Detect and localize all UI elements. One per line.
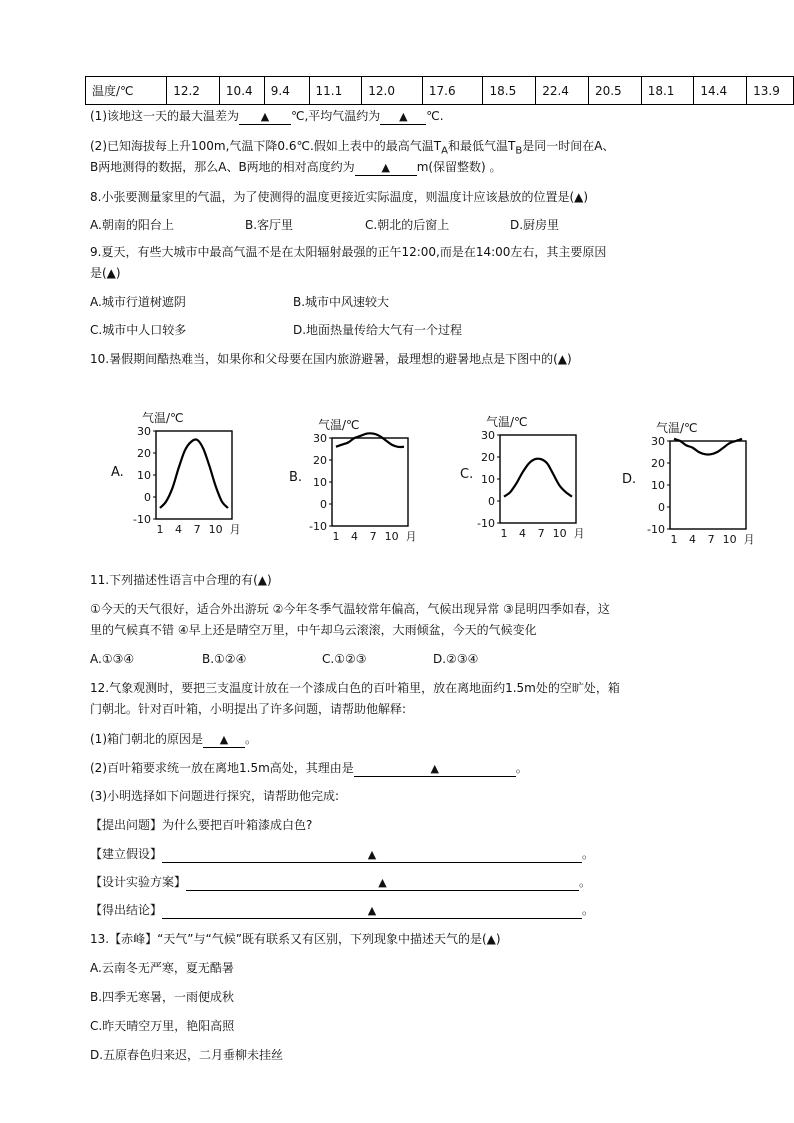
q11-option-a[interactable]: A.①③④ [90, 652, 135, 666]
plot-frame [156, 431, 232, 519]
q8-stem: 8.小张要测量家里的气温，为了使测得的温度更接近实际温度，则温度计应该悬放的位置是(▲) [90, 190, 589, 204]
q9-stem-line2: 是(▲) [90, 266, 121, 280]
table-cell: 18.1 [641, 77, 694, 105]
plot-frame [500, 435, 576, 523]
chart-label-d[interactable]: D. [622, 472, 637, 487]
q7-part2-line2: B两地测得的数据，那么A、B两地的相对高度约为 ▲ m(保留整数) 。 [90, 160, 502, 174]
q9-option-c[interactable]: C.城市中人口较多 [90, 323, 187, 337]
temperature-line [504, 459, 572, 497]
y-tick-label: 10 [137, 469, 151, 482]
x-tick-label: 1 [156, 523, 164, 536]
x-tick-label: 10 [384, 530, 399, 543]
chart-svg [640, 418, 765, 558]
chart-svg [470, 412, 595, 552]
x-tick-label: 4 [519, 527, 527, 540]
y-tick-label: 30 [481, 429, 495, 442]
answer-blank[interactable]: ▲ [162, 847, 582, 863]
q12-part2: (2)百叶箱要求统一放在离地1.5m高处，其理由是 ▲ 。 [90, 761, 528, 775]
answer-blank[interactable]: ▲ [380, 109, 426, 125]
q7-part1: (1)该地这一天的最大温差为 ▲ ℃,平均气温约为 ▲ ℃. [90, 109, 444, 123]
chart-label-b[interactable]: B. [289, 470, 303, 485]
answer-blank[interactable]: ▲ [354, 761, 516, 777]
answer-blank[interactable]: ▲ [239, 109, 291, 125]
q8-option-b[interactable]: B.客厅里 [245, 218, 294, 232]
y-tick-label: 20 [137, 447, 151, 460]
table-row [86, 77, 794, 105]
x-tick-label: 4 [689, 533, 697, 546]
q13-stem: 13.【赤峰】“天气”与“气候”既有联系又有区别，下列现象中描述天气的是(▲) [90, 932, 501, 946]
q13-option-a[interactable]: A.云南冬无严寒，夏无酷暑 [90, 961, 234, 975]
q8-option-a[interactable]: A.朝南的阳台上 [90, 218, 174, 232]
table-cell: 10.4 [219, 77, 264, 105]
q11-option-d[interactable]: D.②③④ [433, 652, 479, 666]
q9-stem-line1: 9.夏天，有些大城市中最高气温不是在太阳辐射最强的正午12:00,而是在14:00左右，其主要原因 [90, 245, 607, 259]
x-axis-label: 月 [743, 533, 755, 546]
table-cell: 22.4 [536, 77, 589, 105]
q13-option-d[interactable]: D.五原春色归来迟，二月垂柳未挂丝 [90, 1048, 284, 1062]
x-tick-label: 10 [552, 527, 567, 540]
q9-option-b[interactable]: B.城市中风速较大 [293, 295, 390, 309]
x-tick-label: 1 [670, 533, 678, 546]
table-cell: 13.9 [747, 77, 794, 105]
y-tick-label: -10 [647, 523, 665, 536]
y-tick-label: 0 [144, 491, 151, 504]
q12-question: 【提出问题】为什么要把百叶箱漆成白色? [90, 818, 313, 832]
q12-stem-line1: 12.气象观测时，要把三支温度计放在一个漆成白色的百叶箱里，放在离地面约1.5m处的空旷处，箱 [90, 681, 620, 695]
climate-chart-d [640, 418, 765, 558]
q13-option-c[interactable]: C.昨天晴空万里，艳阳高照 [90, 1019, 235, 1033]
y-tick-label: -10 [477, 517, 495, 530]
q12-part3: (3)小明选择如下问题进行探究，请帮助他完成: [90, 789, 340, 803]
y-tick-label: 20 [651, 457, 665, 470]
y-tick-label: -10 [309, 520, 327, 533]
answer-blank[interactable]: ▲ [162, 903, 582, 919]
x-tick-label: 7 [369, 530, 377, 543]
x-tick-label: 7 [707, 533, 715, 546]
x-tick-label: 1 [332, 530, 340, 543]
y-tick-label: 10 [313, 476, 327, 489]
plot-frame [332, 438, 408, 526]
y-tick-label: 10 [651, 479, 665, 492]
table-cell: 12.0 [362, 77, 423, 105]
y-tick-label: 10 [481, 473, 495, 486]
answer-blank[interactable]: ▲ [203, 732, 245, 748]
climate-chart-a [126, 408, 251, 548]
q7-part2-line1: (2)已知海拔每上升100m,气温下降0.6℃.假如上表中的最高气温$T_A$和最低气温$T_B$是同一时间在A、 [90, 139, 615, 157]
q11-body-line1: ①今天的天气很好，适合外出游玩 ②今年冬季气温较常年偏高，气候出现异常 ③昆明四季如春，这 [90, 602, 610, 616]
answer-blank[interactable]: ▲ [186, 875, 579, 891]
chart-title: 气温/℃ [486, 415, 528, 429]
table-cell: 14.4 [694, 77, 747, 105]
x-axis-label: 月 [405, 530, 417, 543]
y-tick-label: 30 [137, 425, 151, 438]
q12-design: 【设计实验方案】 ▲ 。 [90, 875, 592, 889]
temperature-table [85, 76, 794, 105]
q11-option-b[interactable]: B.①②④ [202, 652, 247, 666]
table-cell: 12.2 [167, 77, 220, 105]
q9-option-d[interactable]: D.地面热量传给大气有一个过程 [293, 323, 463, 337]
q12-stem-line2: 门朝北。针对百叶箱，小明提出了许多问题，请帮助他解释: [90, 702, 407, 716]
y-tick-label: 0 [658, 501, 665, 514]
chart-label-a[interactable]: A. [111, 465, 124, 480]
q12-part1: (1)箱门朝北的原因是 ▲ 。 [90, 732, 258, 746]
y-tick-label: 30 [313, 432, 327, 445]
y-tick-label: 20 [481, 451, 495, 464]
table-cell: 17.6 [422, 77, 483, 105]
x-tick-label: 10 [722, 533, 737, 546]
y-tick-label: 0 [320, 498, 327, 511]
x-axis-label: 月 [229, 523, 241, 536]
y-tick-label: 20 [313, 454, 327, 467]
x-tick-label: 10 [208, 523, 223, 536]
table-cell: 11.1 [309, 77, 362, 105]
x-axis-label: 月 [573, 527, 585, 540]
table-cell: 9.4 [264, 77, 309, 105]
table-cell: 18.5 [483, 77, 536, 105]
answer-blank[interactable]: ▲ [355, 160, 417, 176]
chart-title: 气温/℃ [656, 421, 698, 435]
q12-conclusion: 【得出结论】 ▲ 。 [90, 903, 595, 917]
temperature-line [160, 439, 228, 508]
chart-svg [302, 415, 427, 555]
x-tick-label: 7 [193, 523, 201, 536]
y-tick-label: -10 [133, 513, 151, 526]
chart-label-c[interactable]: C. [460, 467, 474, 482]
x-tick-label: 4 [175, 523, 183, 536]
x-tick-label: 4 [351, 530, 359, 543]
climate-chart-c [470, 412, 595, 552]
q13-option-b[interactable]: B.四季无寒暑，一雨便成秋 [90, 990, 235, 1004]
temperature-line [336, 433, 404, 447]
table-cell: 20.5 [588, 77, 641, 105]
y-tick-label: 0 [488, 495, 495, 508]
q10-stem: 10.暑假期间酷热难当，如果你和父母要在国内旅游避暑，最理想的避暑地点是下图中的(▲) [90, 352, 572, 366]
x-tick-label: 7 [537, 527, 545, 540]
x-tick-label: 1 [500, 527, 508, 540]
q11-stem: 11.下列描述性语言中合理的有(▲) [90, 573, 272, 587]
q8-option-c[interactable]: C.朝北的后窗上 [365, 218, 450, 232]
q8-option-d[interactable]: D.厨房里 [510, 218, 560, 232]
table-header-cell: 温度/℃ [86, 77, 167, 105]
q11-body-line2: 里的气候真不错 ④早上还是晴空万里，中午却乌云滚滚，大雨倾盆，今天的气候变化 [90, 623, 537, 637]
chart-title: 气温/℃ [318, 418, 360, 432]
q9-option-a[interactable]: A.城市行道树遮阴 [90, 295, 186, 309]
chart-title: 气温/℃ [142, 411, 184, 425]
chart-svg [126, 408, 251, 548]
q11-option-c[interactable]: C.①②③ [322, 652, 367, 666]
q12-hypothesis: 【建立假设】 ▲ 。 [90, 847, 595, 861]
climate-chart-b [302, 415, 427, 555]
y-tick-label: 30 [651, 435, 665, 448]
